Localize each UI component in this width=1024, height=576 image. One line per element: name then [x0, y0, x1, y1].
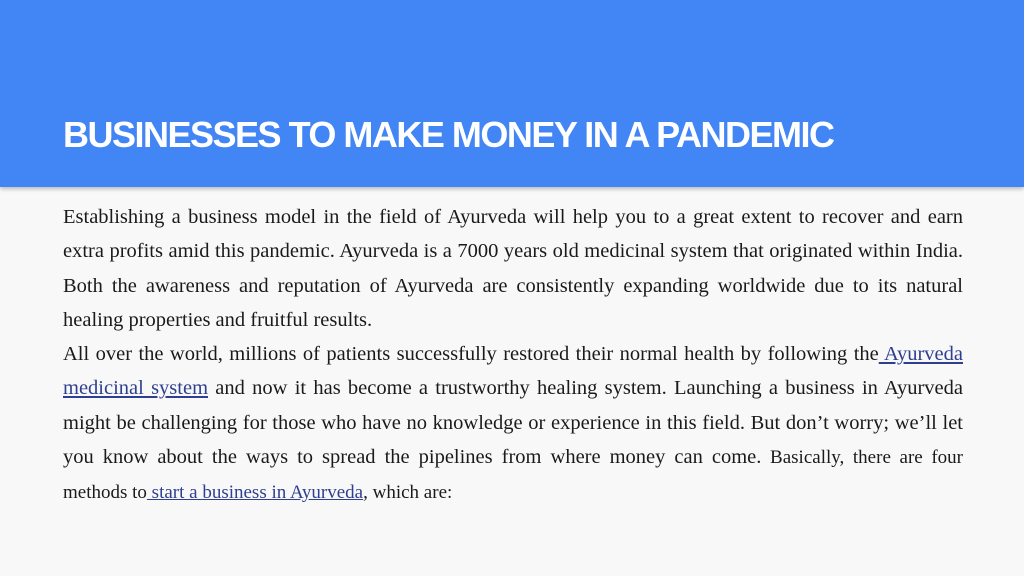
slide-body — [63, 200, 963, 511]
start-business-link[interactable]: start a business in Ayurveda — [146, 482, 364, 504]
ayurveda-medicinal-system-link[interactable]: Ayurveda medicinal system — [63, 343, 963, 400]
paragraph-text-4: , which are: — [363, 482, 453, 504]
paragraph-text-2: and now it has become a trustworthy healing system. Launching a business in Ayurveda might be challenging for those who have no knowledge or experience in this field. But don’t worry; we’ll let you know about the ways to spread the pipelines from where money can come. — [63, 377, 963, 469]
slide-title: BUSINESSES TO MAKE MONEY IN A PANDEMIC — [63, 114, 834, 155]
paragraph-text-3: Basically, there are four methods to — [63, 447, 964, 504]
paragraph-methods — [63, 337, 963, 510]
paragraph-intro: Establishing a business model in the field of Ayurveda will help you to a great extent to recover and earn extra profits amid this pandemic. Ayurveda is a 7000 years old medicinal system that originated within India. Both the awareness and reputation of Ayurveda are consistently expanding worldwide due to its natural healing properties and fruitful results. — [63, 206, 963, 331]
paragraph-text-1: All over the world, millions of patients successfully restored their normal health by following the — [63, 343, 879, 366]
title-banner — [0, 0, 1024, 187]
